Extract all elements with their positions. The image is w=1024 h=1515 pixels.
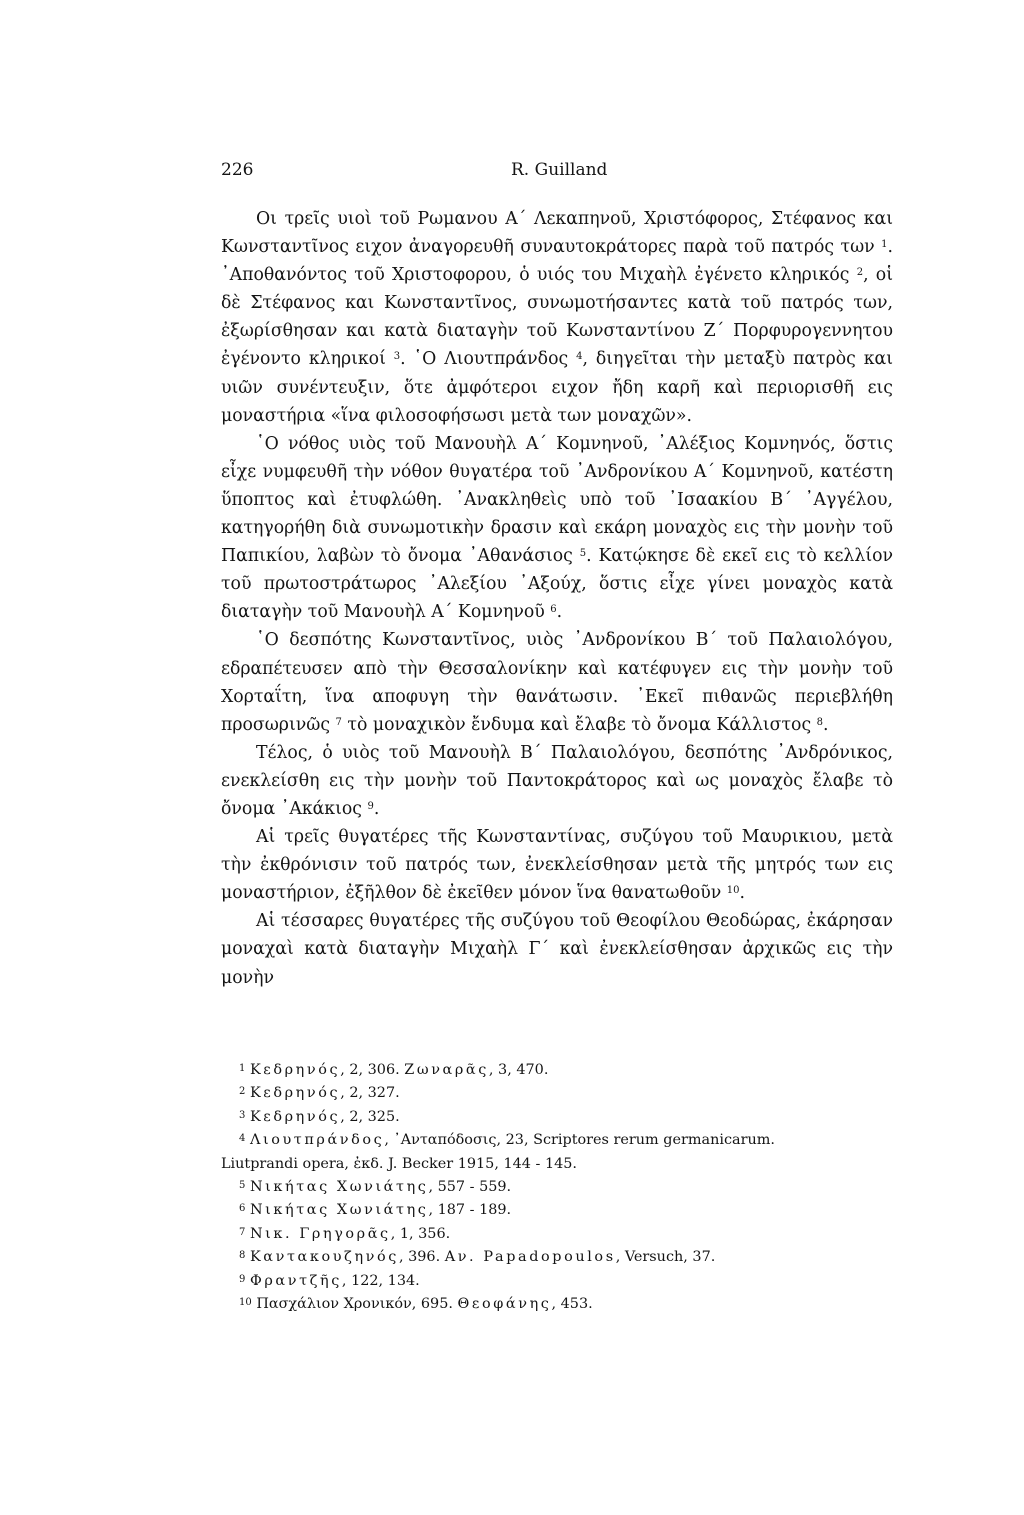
text-run: . Κατῴκησε δὲ εκεῖ εις τὸ κελλίον τοῦ πρωτοστράτωρος ᾿Αλεξίου ᾿Αξούχ, ὅστις εἶχε γίνει μοναχὸς κατὰ διαταγὴν τοῦ Μανουὴλ Α΄ Κομνηνοῦ — [221, 546, 894, 623]
paragraph: Αἱ τέσσαρες θυγατέρες τῆς συζύγου τοῦ Θεοφίλου Θεοδώρας, ἐκάρησαν μοναχαὶ κατὰ διαταγὴν Μιχαὴλ Γ΄ καὶ ἐνεκλείσθησαν ἀρχικῶς εις τὴν μονὴν — [221, 911, 893, 988]
paragraph — [221, 626, 893, 738]
footnote-text: , 396. — [398, 1249, 445, 1266]
footnote-ref: 10 — [726, 885, 740, 897]
footnote — [221, 1223, 893, 1246]
footnote — [221, 1293, 893, 1316]
footnote-number: 4 — [239, 1133, 246, 1145]
footnote-text: , 557 - 559. — [428, 1179, 512, 1196]
footnote-number: 5 — [239, 1180, 246, 1192]
footnote-author: Νικ. Γρηγορᾶς — [249, 1225, 391, 1242]
footnote-number: 2 — [239, 1086, 246, 1098]
footnote-author: Κεδρηνός — [249, 1085, 341, 1102]
text-run: Αἱ τρεῖς θυγατέρες τῆς Κωνσταντίνας, συζύγου τοῦ Μαυρικιου, μετὰ τὴν ἐκθρόνισιν τοῦ πατρός των, ἐνεκλείσθησαν μετὰ τῆς μητρός των εις μοναστήριον, ἐξῆλθον δὲ ἐκεῖθεν μόνον ἵνα θανατωθοῦν — [221, 827, 893, 904]
main-text — [221, 205, 893, 992]
footnote-number: 10 — [239, 1297, 252, 1309]
footnote-text: , 187 - 189. — [428, 1202, 512, 1219]
text-run: , οἱ δὲ Στέφανος και Κωνσταντῖνος, συνωμοτήσαντες κατὰ τοῦ πατρός των, ἐξωρίσθησαν και κατὰ διαταγὴν τοῦ Κωνσταντίνου Ζ΄ Πορφυρογεννητου ἐγένοντο κληρικοί — [221, 265, 893, 370]
footnote-text: , 122, 134. — [341, 1272, 420, 1289]
footnote-text: , 453. — [551, 1296, 593, 1313]
footnote-text: , ᾿Ανταπόδοσις, 23, Scriptores rerum germanicarum. — [384, 1132, 775, 1149]
footnote — [221, 1082, 893, 1105]
text-run: . ᾿Αποθανόντος τοῦ Χριστοφορου, ὁ υιός του Μιχαὴλ ἐγένετο κληρικός — [221, 237, 893, 286]
footnote-number: 3 — [239, 1109, 246, 1121]
running-header — [221, 160, 801, 184]
footnote-text: , 2, 325. — [340, 1108, 400, 1125]
footnote-ref: 6 — [550, 604, 557, 616]
footnote-author: Καντακουζηνός — [249, 1249, 399, 1266]
footnote-text: Πασχάλιον Χρονικόν, 695. — [256, 1296, 458, 1313]
paragraph — [221, 739, 893, 823]
footnote-text: , 3, 470. — [488, 1062, 549, 1078]
footnote-ref: 9 — [367, 800, 374, 812]
footnote-text: , 2, 327. — [340, 1085, 400, 1102]
text-run: Τέλος, ὁ υιὸς τοῦ Μανουὴλ Β΄ Παλαιολόγου, δεσπότης ᾿Ανδρόνικος, ενεκλείσθη εις τὴν μονὴν τοῦ Παντοκράτορος καὶ ως μοναχὸς ἔλαβε τὸ ὄνομα ᾿Ακάκιος — [221, 742, 893, 819]
footnote-ref: 3 — [393, 351, 401, 363]
footnote-number: 7 — [239, 1226, 246, 1238]
footnotes — [221, 1059, 893, 1316]
footnote-ref: 2 — [856, 267, 864, 279]
footnote-author: Κεδρηνός — [249, 1062, 341, 1078]
text-run: . — [373, 798, 380, 819]
footnote-author: Νικήτας Χωνιάτης — [249, 1202, 429, 1219]
footnote-continuation: Liutprandi opera, ἐκδ. J. Becker 1915, 144 - 145. — [221, 1155, 577, 1172]
footnote-author: Λιουτπράνδος — [249, 1132, 385, 1149]
footnote-text: , 1, 356. — [390, 1225, 451, 1242]
page-number: 226 — [221, 160, 254, 180]
footnote-author: Ζωναρᾶς — [404, 1062, 489, 1078]
footnote-ref: 7 — [335, 716, 342, 728]
text-run: , διηγεῖται τὴν μεταξὺ πατρὸς και υιῶν συνέντευξιν, ὅτε ἀμφότεροι ειχον ἤδη καρῆ καὶ περιορισθῆ εις μοναστήρια «ἵνα φιλοσοφήσωσι μετὰ των μοναχῶν». — [221, 349, 893, 426]
text-run: τὸ μοναχικὸν ἔνδυμα καὶ ἔλαβε τὸ ὄνομα Κάλλιστος — [341, 714, 817, 735]
footnote-author: Κεδρηνός — [249, 1108, 341, 1125]
footnote-number: 6 — [239, 1203, 246, 1215]
paragraph — [221, 430, 893, 627]
paragraph — [221, 205, 893, 430]
running-author: R. Guilland — [511, 160, 608, 180]
footnote-author: Νικήτας Χωνιάτης — [249, 1179, 429, 1196]
paragraph — [221, 823, 893, 907]
footnote — [221, 1246, 893, 1269]
footnote — [221, 1059, 893, 1082]
text-run: . — [556, 602, 563, 623]
text-run: . — [739, 883, 746, 904]
footnote-ref: 5 — [579, 548, 587, 560]
footnote-text: , Versuch, 37. — [615, 1249, 716, 1266]
footnote — [221, 1176, 893, 1199]
footnote-ref: 1 — [881, 239, 888, 251]
footnote-number: 1 — [239, 1063, 246, 1074]
footnote-author: Θεοφάνης — [457, 1296, 552, 1313]
footnote-author: Αν. Papadopoulos — [444, 1249, 616, 1266]
footnote — [221, 1106, 893, 1129]
footnote-ref: 8 — [816, 716, 823, 728]
footnote-number: 8 — [239, 1250, 246, 1262]
footnote — [221, 1199, 893, 1222]
text-run: . ῾Ο Λιουτπράνδος — [400, 349, 577, 370]
footnote-author: Φραντζῆς — [249, 1272, 342, 1289]
footnote-ref: 4 — [576, 351, 583, 363]
text-run: ῾Ο δεσπότης Κωνσταντῖνος, υιὸς ᾿Ανδρονίκου Β΄ τοῦ Παλαιολόγου, εδραπέτευσεν απὸ τὴν Θεσσαλονίκην καὶ κατέφυγεν εις τὴν μονὴν τοῦ Χορταΐτη, ἵνα αποφυγη τὴν θανάτωσιν. ᾿Εκεῖ πιθανῶς περιεβλήθη προσωρινῶς — [221, 630, 893, 735]
footnote-number: 9 — [239, 1273, 246, 1285]
footnote-text: , 2, 306. — [340, 1062, 405, 1078]
text-run: ῾Ο νόθος υιὸς τοῦ Μανουὴλ Α΄ Κομνηνοῦ, ᾿Αλέξιος Κομνηνός, ὅστις εἶχε νυμφευθῆ τὴν νόθον θυγατέρα τοῦ ᾿Ανδρονίκου Α΄ Κομνηνοῦ, κατέστη ὕποπτος καὶ ἐτυφλώθη. ᾿Ανακληθεὶς υπὸ τοῦ ᾿Ισαακίου Β΄ ᾿Αγγέλου, κατηγορήθη διὰ συνωμοτικὴν δρασιν καὶ εκάρη μοναχὸς εις τὴν μονὴν τοῦ Παπικίου, λαβὼν τὸ ὄνομα ᾿Αθανάσιος — [221, 433, 893, 567]
footnote — [221, 1129, 893, 1152]
text-run: . — [823, 714, 829, 735]
footnote — [221, 1270, 893, 1293]
text-run: Οι τρεῖς υιοὶ τοῦ Ρωμανου Α΄ Λεκαπηνοῦ, Χριστόφορος, Στέφανος και Κωνσταντῖνος ειχον ἀναγορευθῆ συναυτοκράτορες παρὰ τοῦ πατρός των — [221, 209, 893, 258]
